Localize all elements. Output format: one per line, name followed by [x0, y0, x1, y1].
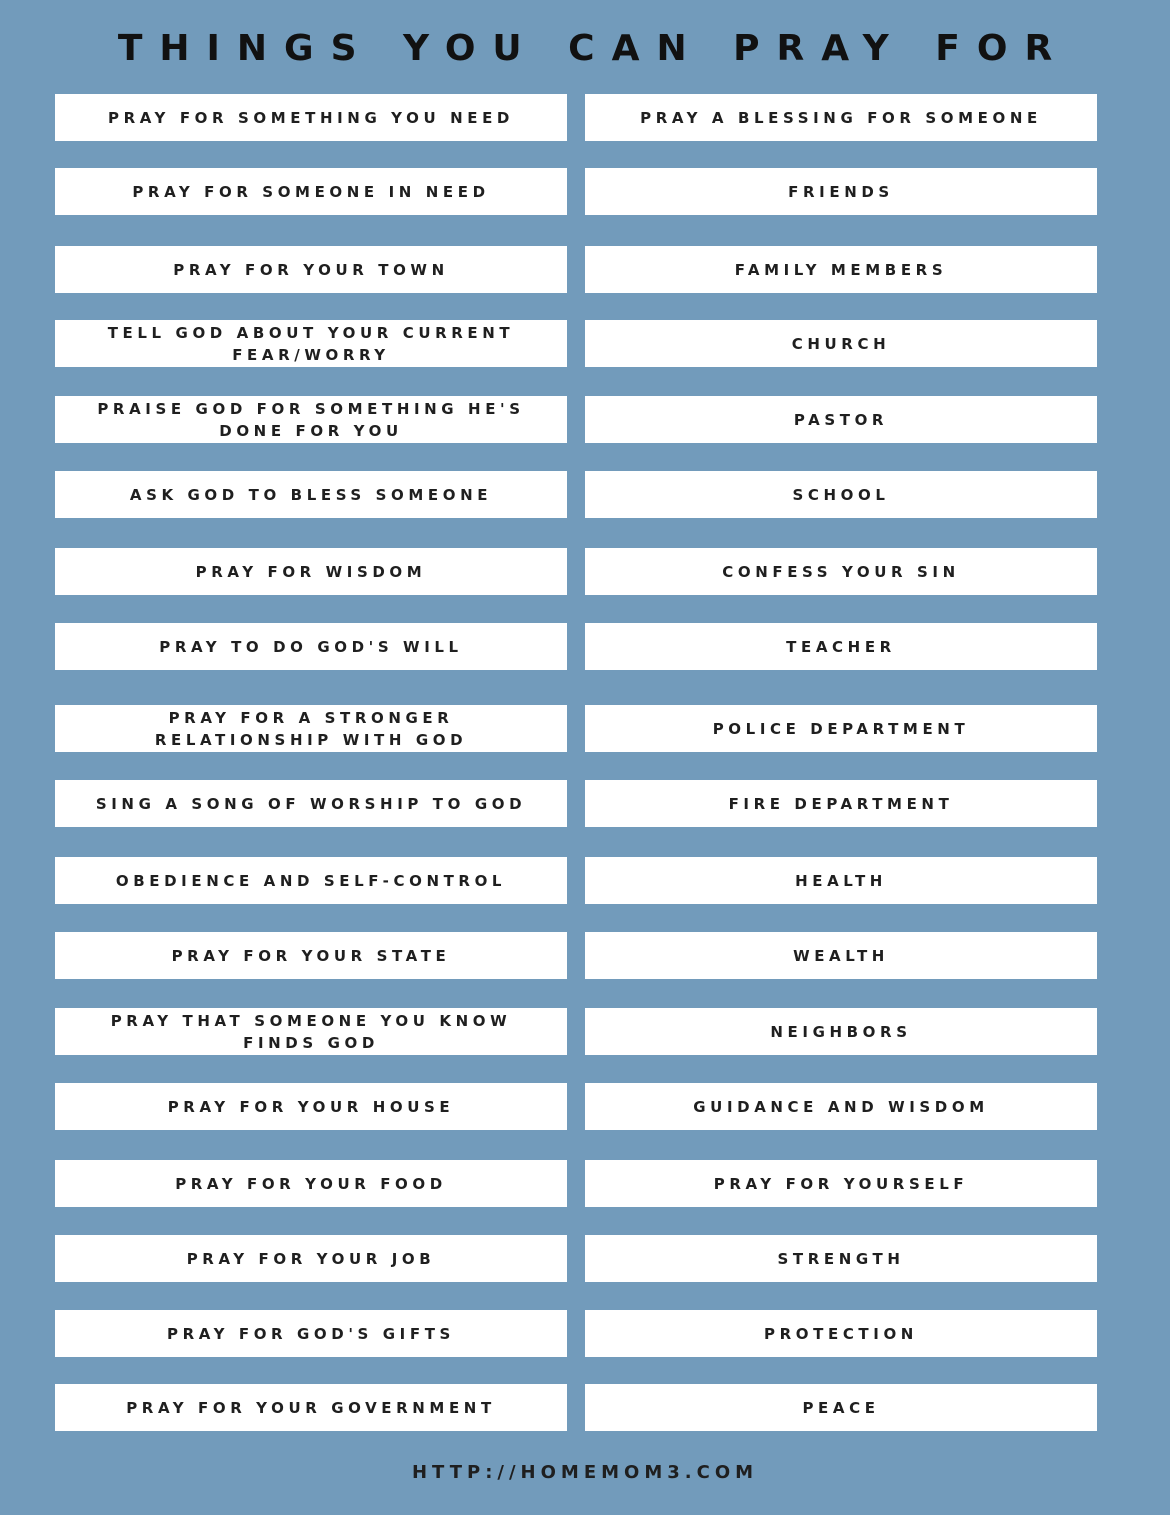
prayer-card-label: PRAY FOR YOUR JOB: [186, 1249, 436, 1268]
prayer-card-label: PRAY FOR YOUR GOVERNMENT: [126, 1398, 496, 1417]
prayer-card: [55, 320, 567, 367]
prayer-card: [585, 246, 1097, 293]
prayer-card: [55, 932, 567, 979]
prayer-card-label: TEACHER: [786, 637, 896, 656]
prayer-card: [585, 471, 1097, 518]
prayer-card-label: CHURCH: [791, 334, 891, 353]
prayer-card: [585, 1235, 1097, 1282]
prayer-card: [55, 857, 567, 904]
prayer-card: [55, 1008, 567, 1055]
prayer-card: [55, 94, 567, 141]
prayer-card-label: PRAY TO DO GOD'S WILL: [159, 637, 463, 656]
prayer-card-label: PRAY FOR YOURSELF: [713, 1174, 969, 1193]
prayer-card: [55, 1160, 567, 1207]
prayer-card: [585, 1160, 1097, 1207]
prayer-card-label: PRAY FOR YOUR HOUSE: [167, 1097, 455, 1116]
prayer-card: [585, 1384, 1097, 1431]
prayer-card: [585, 1310, 1097, 1357]
prayer-card-label: PRAY FOR WISDOM: [195, 562, 427, 581]
prayer-card: [585, 548, 1097, 595]
prayer-card-label: TELL GOD ABOUT YOUR CURRENT FEAR/WORRY: [107, 323, 515, 364]
prayer-card: [55, 471, 567, 518]
prayer-card-label: PRAY FOR GOD'S GIFTS: [167, 1324, 455, 1343]
prayer-card: [585, 396, 1097, 443]
prayer-card-label: PROTECTION: [764, 1324, 918, 1343]
prayer-card-label: FRIENDS: [788, 182, 894, 201]
prayer-card: [55, 548, 567, 595]
prayer-card-label: PRAISE GOD FOR SOMETHING HE'S DONE FOR YOU: [97, 399, 525, 440]
prayer-card-label: PRAY FOR SOMETHING YOU NEED: [108, 108, 514, 127]
prayer-card: [585, 1083, 1097, 1130]
prayer-card: [585, 1008, 1097, 1055]
prayer-card: [55, 246, 567, 293]
prayer-card: [55, 780, 567, 827]
prayer-card-label: PRAY FOR YOUR TOWN: [173, 260, 449, 279]
page-title: THINGS YOU CAN PRAY FOR: [117, 28, 1070, 69]
prayer-card: [585, 320, 1097, 367]
prayer-card-label: FAMILY MEMBERS: [734, 260, 948, 279]
prayer-card: [585, 932, 1097, 979]
prayer-card: [55, 396, 567, 443]
prayer-card-label: ASK GOD TO BLESS SOMEONE: [129, 485, 493, 504]
prayer-card: [55, 168, 567, 215]
footer-url: HTTP://HOMEMOM3.COM: [411, 1462, 759, 1483]
prayer-card-label: SCHOOL: [792, 485, 890, 504]
prayer-card-label: FIRE DEPARTMENT: [728, 794, 954, 813]
prayer-card: [585, 94, 1097, 141]
prayer-card-label: PEACE: [802, 1398, 880, 1417]
prayer-card-label: NEIGHBORS: [770, 1022, 912, 1041]
prayer-card-label: POLICE DEPARTMENT: [712, 719, 970, 738]
prayer-card: [55, 1384, 567, 1431]
prayer-card-label: PRAY FOR A STRONGER RELATIONSHIP WITH GOD: [154, 708, 468, 749]
prayer-card-label: PRAY A BLESSING FOR SOMEONE: [640, 108, 1042, 127]
prayer-card-label: SING A SONG OF WORSHIP TO GOD: [95, 794, 527, 813]
prayer-card-label: GUIDANCE AND WISDOM: [693, 1097, 989, 1116]
prayer-card: [55, 1235, 567, 1282]
prayer-card: [585, 623, 1097, 670]
prayer-card-label: CONFESS YOUR SIN: [722, 562, 960, 581]
prayer-card: [585, 168, 1097, 215]
prayer-card-label: STRENGTH: [777, 1249, 905, 1268]
prayer-card: [55, 1083, 567, 1130]
prayer-card: [585, 780, 1097, 827]
prayer-card-label: OBEDIENCE AND SELF-CONTROL: [115, 871, 507, 890]
prayer-card: [55, 623, 567, 670]
prayer-card: [585, 705, 1097, 752]
prayer-card-label: WEALTH: [793, 946, 889, 965]
prayer-card-label: PRAY FOR YOUR FOOD: [175, 1174, 447, 1193]
prayer-card: [585, 857, 1097, 904]
prayer-card: [55, 1310, 567, 1357]
prayer-card-label: PRAY FOR YOUR STATE: [171, 946, 451, 965]
prayer-card-label: HEALTH: [795, 871, 887, 890]
prayer-card-label: PASTOR: [793, 410, 889, 429]
prayer-card-label: PRAY THAT SOMEONE YOU KNOW FINDS GOD: [110, 1011, 512, 1052]
prayer-card-label: PRAY FOR SOMEONE IN NEED: [132, 182, 490, 201]
prayer-card: [55, 705, 567, 752]
